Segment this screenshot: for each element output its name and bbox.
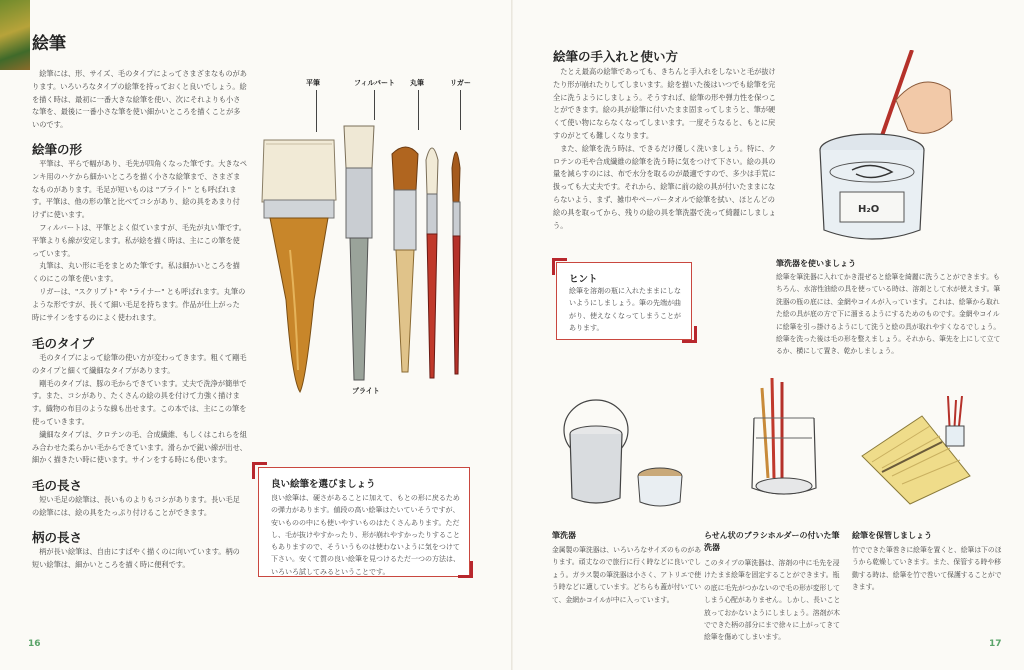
shape-heading: 絵筆の形 — [32, 142, 83, 157]
callout-body: 良い絵筆は、硬さがあることに加えて、もとの形に戻るための弾力があります。値段の高い絵筆はたいていそうですが、安いものの中にも使いやすいものはたくさんあります。ただし、毛が抜けやすかったり、形が崩れやすかったりすることもありますので、そういうものは使わないように気をつけて下さい。安くて質の良い絵筆を見つけるただ一つの方法は、いろいろ試してみるということです。 — [271, 494, 460, 576]
washer-use-body: 絵筆を筆洗器に入れてかき混ぜると絵筆を綺麗に洗うことができます。もちろん、水溶性油絵の具を使っている時は、溶剤として水が使えます。筆洗器の瓶の底には、金網やコイルが入っています。これは、絵筆から取れた絵の具が底の方で下に溜まるようにするためのものです。金網やコイルに絵筆を引っ掛けるようにして洗うと絵の具が取れやすくなるでしょう。絵筆を洗った後は毛の形を整えましょう。それから、筆先を上にして立てるか、横にして置き、乾かしましょう。 — [776, 273, 1001, 356]
length-section — [32, 494, 247, 520]
page-number-left: 16 — [28, 639, 41, 649]
hint-corner-bracket — [682, 326, 697, 343]
hair-paragraph: 繊細なタイプは、クロテンの毛、合成繊維、もしくはこれらを組み合わせた柔らかい毛からできています。滑らかで鋭い線が出せ、細かく描きたい時に使います。サインをする時にも使います。 — [32, 429, 247, 465]
handle-heading: 柄の長さ — [32, 530, 83, 545]
care-heading: 絵筆の手入れと使い方 — [553, 49, 679, 64]
intro-paragraph: 絵筆には、形、サイズ、毛のタイプによってさまざまなものがあります。いろいろなタイプの絵筆を持っておくと良いでしょう。絵を描く時は、最初に一番大きな絵筆を使い、次にそれよりも小さな筆を、最後に一番小さな筆を使い細かいところを描くことが多いのです。 — [32, 69, 247, 130]
callout-corner-bracket — [252, 462, 267, 479]
page-title: 絵筆 — [32, 34, 66, 54]
washing-jar-illustration — [812, 50, 962, 250]
metal-washer-illustration — [556, 390, 686, 510]
care-paragraph: また、絵筆を洗う時は、できるだけ優しく洗いましょう。特に、クロテンの毛や合成繊維の絵筆を洗う時に気をつけて下さい。絵の具の量を減らすのには、布で水分を取るのが最適ですので、多少は手荒に扱っても大丈夫です。それから、絵筆に前の絵の具が付いたままにならないよう、まず、雑巾やペーパータオルで絵筆を拭い、ほとんどの絵の具を取ってから、残りの絵の具を筆洗器で洗って綺麗にしましょう。 — [553, 143, 776, 230]
intro-text — [32, 68, 247, 132]
hair-paragraph: 剛毛のタイプは、豚の毛からできています。丈夫で洗浄が簡単です。また、コシがあり、たくさんの絵の具を付けて力強く描けます。織物の布目のような線も出せます。この本では、主にこの筆を使っていきます。 — [32, 378, 247, 426]
round-brush-label: 丸筆 — [410, 79, 424, 87]
holder-heading: らせん状のブラシホルダーの付いた筆洗器 — [704, 531, 840, 552]
washer-body: 金属製の筆洗器は、いろいろなサイズのものがあります。頑丈なので旅行に行く時などに良いでしょう。ガラス製の筆洗器は小さく、アトリエで使う時などに適しています。どちらも蓋が付いていて、金網かコイルが中に入っています。 — [552, 546, 702, 604]
filbert-brush-label: フィルバート — [354, 79, 395, 87]
shape-paragraph: リガーは、"スクリプト" や "ライナー" とも呼ばれます。丸筆のような形ですが、長くて細い毛足を持ちます。作品が仕上がった時にサインをするのによく使われます。 — [32, 286, 246, 322]
hand-image — [896, 82, 952, 133]
watercolor-corner-decoration — [0, 0, 30, 70]
storage-body: 竹でできた筆巻きに絵筆を置くと、絵筆は下のほうから乾燥していきます。また、保管する時や移動する時は、絵筆を竹で巻いて保護することができます。 — [852, 546, 1002, 592]
hair-paragraph: 毛のタイプによって絵筆の使い方が変わってきます。粗くて剛毛のタイプと細くて繊細なタイプがあります。 — [32, 353, 247, 375]
rigger-brush-image — [452, 152, 460, 374]
rigger-brush-label: リガー — [450, 79, 471, 87]
round-brush-image — [426, 148, 438, 378]
flat-brush-image — [262, 140, 336, 392]
brush-illustration — [256, 110, 476, 400]
callout-title: 良い絵筆を選びましょう — [271, 479, 376, 490]
handle-section — [32, 546, 247, 572]
filbert-brush-image — [392, 147, 418, 372]
hint-callout — [556, 262, 692, 340]
length-paragraph: 短い毛足の絵筆は、長いものよりもコシがあります。長い毛足の絵筆には、絵の具をたっぷり付けることができます。 — [32, 495, 240, 517]
page-number-right: 17 — [989, 639, 1002, 649]
care-paragraph: たとえ最高の絵筆であっても、きちんと手入れをしないと毛が抜けたり形が崩れたりしてしまいます。絵を描いた後はいつでも絵筆を完全に洗うようにしましょう。そうすれば、絵筆の形や弾力性を保つことができます。絵の具が絵筆に付いたまま固まってしまうと、筆が硬くて使い物にならなくなってしまいます。一度そうなると、もとに戻すのがとても難しくなります。 — [553, 67, 776, 140]
care-section — [553, 66, 779, 232]
bright-brush-image — [344, 126, 374, 380]
bright-brush-label: ブライト — [352, 387, 380, 395]
jar-label-text: H₂O — [858, 204, 880, 215]
shape-paragraph: 平筆は、平らで幅があり、毛先が四角くなった筆です。大きなペンキ用のハケから細かいところを描く小さな絵筆まで、さまざまなものがあります。毛足が短いものは "ブライト" とも呼ばれます。平筆は、他の形の筆と比べてコシがあり、絵の具をあまり付けずに使います。 — [32, 159, 247, 220]
washer-use-heading: 筆洗器を使いましょう — [776, 259, 856, 268]
choose-brush-callout — [258, 467, 470, 577]
washer-heading: 筆洗器 — [552, 531, 576, 540]
spiral-holder-washer-illustration — [744, 378, 824, 508]
bamboo-brush-roll-illustration — [852, 396, 972, 506]
storage-heading: 絵筆を保管しましょう — [852, 531, 932, 540]
hint-corner-bracket — [552, 258, 567, 275]
flat-brush-label: 平筆 — [306, 79, 320, 87]
shape-section — [32, 158, 247, 324]
callout-corner-bracket — [458, 561, 473, 578]
hair-heading: 毛のタイプ — [32, 336, 94, 351]
right-page — [512, 0, 1024, 670]
handle-paragraph: 柄が長い絵筆は、自由にすばやく描くのに向いています。柄の短い絵筆は、細かいところを描く時に便利です。 — [32, 547, 240, 569]
holder-body: このタイプの筆洗器は、溶剤の中に毛先を浸けたまま絵筆を固定することができます。瓶の底に毛先がつかないので毛の形が変形してしまう心配がありません。しかし、長いこと放っておかないようにしましょう。溶剤が木でできた柄の部分にまで徐々に上がってきて絵筆を傷めてしまいます。 — [704, 559, 841, 642]
shape-paragraph: フィルバートは、平筆とよく似ていますが、毛先が丸い筆です。平筆よりも線が安定します。私が絵を描く時は、主にこの筆を使っています。 — [32, 222, 246, 258]
hint-title: ヒント — [569, 274, 598, 285]
hint-body: 絵筆を溶剤の瓶に入れたままにしないようにしましょう。筆の先端が曲がり、使えなくなってしまうことがあります。 — [569, 287, 681, 332]
shape-paragraph: 丸筆は、丸い形に毛をまとめた筆です。私は細かいところを描くのにこの筆を使います。 — [32, 261, 240, 284]
hair-section — [32, 352, 247, 467]
length-heading: 毛の長さ — [32, 478, 83, 493]
